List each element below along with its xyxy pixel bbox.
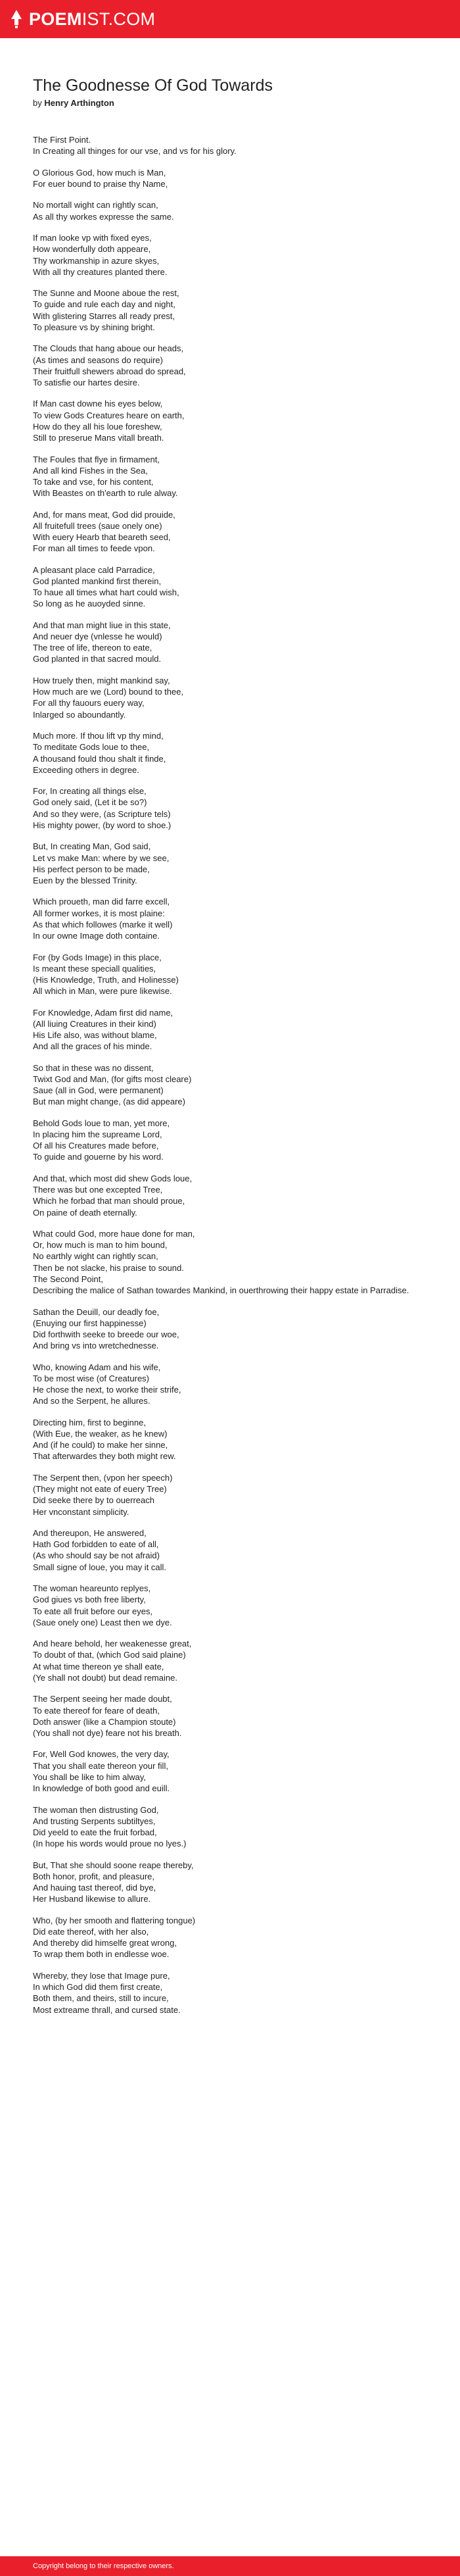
poem-stanza <box>33 675 434 720</box>
poem-line: Their fruitfull shewers abroad do spread, <box>33 366 186 376</box>
poem-content <box>33 76 434 2025</box>
poem-line: How truely then, might mankind say, <box>33 675 170 685</box>
poem-stanza <box>33 1860 434 1905</box>
poem-stanza <box>33 785 434 831</box>
poem-line: To wrap them both in endlesse woe. <box>33 1949 170 1960</box>
poem-line: Did forthwith seeke to breede our woe, <box>33 1329 179 1339</box>
poem-line: For, Well God knowes, the very day, <box>33 1749 170 1760</box>
poem-line: But, That she should soone reape thereby, <box>33 1860 194 1870</box>
quill-pen-icon <box>9 9 24 29</box>
poem-stanza <box>33 1970 434 2016</box>
poem-line: Twixt God and Man, (for gifts most cleare) <box>33 1074 192 1084</box>
poem-stanza <box>33 1118 434 1163</box>
logo-text <box>29 11 155 28</box>
poem-line: A thousand fould thou shalt it finde, <box>33 753 166 764</box>
poem-line: In placing him the supreame Lord, <box>33 1129 162 1140</box>
poem-line: On paine of death eternally. <box>33 1207 137 1218</box>
poem-stanza <box>33 1915 434 1960</box>
poem-line: Which proueth, man did farre excell, <box>33 897 170 907</box>
poem-stanza <box>33 1638 434 1683</box>
poem-line: And bring vs into wretchednesse. <box>33 1341 159 1351</box>
poem-line: What could God, more haue done for man, <box>33 1229 195 1239</box>
poem-line: As that which followes (marke it well) <box>33 919 173 929</box>
poem-body <box>33 134 434 2016</box>
poem-line: But man might change, (as did appeare) <box>33 1097 185 1107</box>
poem-stanza <box>33 620 434 665</box>
poem-line: All fruitefull trees (saue onely one) <box>33 520 162 531</box>
poem-line: The Serpent then, (vpon her speech) <box>33 1472 173 1483</box>
poem-line: Doth answer (like a Champion stoute) <box>33 1716 176 1727</box>
poem-line: (His Knowledge, Truth, and Holinesse) <box>33 974 179 985</box>
poem-line: To pleasure vs by shining bright. <box>33 322 155 332</box>
poem-line: Both them, and theirs, still to incure, <box>33 1993 169 2004</box>
poem-line: (As times and seasons do require) <box>33 355 163 365</box>
poem-line: The Foules that flye in firmament, <box>33 454 160 464</box>
poem-line: But, In creating Man, God said, <box>33 841 151 852</box>
poem-line: In our owne Image doth containe. <box>33 931 160 941</box>
poem-stanza <box>33 199 434 222</box>
poem-line: No mortall wight can rightly scan, <box>33 200 158 211</box>
poem-stanza <box>33 134 434 157</box>
poem-stanza <box>33 1228 434 1296</box>
poem-line: Sathan the Deuill, our deadly foe, <box>33 1306 160 1317</box>
site-logo[interactable] <box>9 9 155 29</box>
poem-line: God onely said, (Let it be so?) <box>33 797 147 808</box>
poem-stanza <box>33 896 434 941</box>
poem-line: For man all times to feede vpon. <box>33 543 155 554</box>
poem-line: A pleasant place cald Parradice, <box>33 564 155 575</box>
poem-line: To meditate Gods loue to thee, <box>33 742 150 753</box>
poem-line: To guide and rule each day and night, <box>33 299 175 310</box>
poem-line: For all thy fauours euery way, <box>33 698 145 708</box>
poem-stanza <box>33 398 434 443</box>
poem-line: How wonderfully doth appeare, <box>33 244 151 255</box>
poem-line: Her Husband likewise to allure. <box>33 1894 151 1904</box>
poem-line: The Second Point, <box>33 1274 103 1284</box>
poem-line: And so they were, (as Scripture tels) <box>33 808 171 819</box>
poem-line: (All liuing Creatures in their kind) <box>33 1018 156 1029</box>
poem-line: With Beastes on th'earth to rule alway. <box>33 488 178 499</box>
poem-line: Most extreame thrall, and cursed state. <box>33 2004 181 2015</box>
poem-line: The Sunne and Moone aboue the rest, <box>33 288 179 299</box>
poem-line: Or, how much is man to him bound, <box>33 1240 168 1251</box>
poem-line: And all kind Fishes in the Sea, <box>33 465 148 476</box>
logo-text-bold: POEM <box>29 9 82 29</box>
poem-line: To guide and gouerne by his word. <box>33 1152 164 1162</box>
poem-stanza <box>33 454 434 499</box>
poem-line: So long as he auoyded sinne. <box>33 599 146 609</box>
poem-line: The tree of life, thereon to eate, <box>33 643 152 653</box>
poem-line: O Glorious God, how much is Man, <box>33 167 166 178</box>
poem-stanza <box>33 509 434 555</box>
poem-line: And trusting Serpents subtiltyes, <box>33 1816 156 1826</box>
poem-line: (In hope his words would proue no lyes.) <box>33 1839 187 1849</box>
poem-line: To eate all fruit before our eyes, <box>33 1606 153 1616</box>
poem-line: Describing the malice of Sathan towardes Mankind, in ouerthrowing their happy estate in Parradise. <box>33 1285 409 1296</box>
poem-byline <box>33 97 434 109</box>
poem-line: (Ye shall not doubt) but dead remaine. <box>33 1672 177 1683</box>
poem-stanza <box>33 952 434 997</box>
poem-line: For (by Gods Image) in this place, <box>33 952 162 962</box>
poem-line: Saue (all in God, were permanent) <box>33 1085 164 1096</box>
poem-line: You shall be like to him alway, <box>33 1771 146 1782</box>
poem-line: So that in these was no dissent, <box>33 1062 154 1073</box>
site-header <box>0 0 460 38</box>
poem-line: How do they all his loue foreshew, <box>33 421 162 432</box>
poem-stanza <box>33 1583 434 1628</box>
poem-line: And thereupon, He answered, <box>33 1528 147 1539</box>
poem-line: In which God did them first create, <box>33 1982 163 1993</box>
poem-line: All which in Man, were pure likewise. <box>33 986 172 997</box>
poem-line: Who, knowing Adam and his wife, <box>33 1362 161 1372</box>
poem-line: God planted in that sacred mould. <box>33 654 162 664</box>
poem-line: Inlarged so aboundantly. <box>33 709 126 720</box>
logo-text-light: IST.COM <box>81 9 156 29</box>
poem-line: To satisfie our hartes desire. <box>33 377 140 387</box>
poem-line: And (if he could) to make her sinne, <box>33 1440 168 1450</box>
poem-line: Hath God forbidden to eate of all, <box>33 1539 159 1550</box>
poem-line: God giues vs both free liberty, <box>33 1595 146 1605</box>
poem-line: In knowledge of both good and euill. <box>33 1783 170 1794</box>
poem-line: Let vs make Man: where by we see, <box>33 853 170 863</box>
poem-stanza <box>33 1007 434 1053</box>
poem-line: Then be not slacke, his praise to sound. <box>33 1262 184 1273</box>
poem-line: For, In creating all things else, <box>33 786 147 797</box>
poem-title: The Goodnesse Of God Towards <box>33 76 273 95</box>
poem-line: And hauing tast thereof, did bye, <box>33 1883 156 1893</box>
poem-stanza <box>33 1748 434 1794</box>
poem-line: With glistering Starres all ready prest, <box>33 310 175 321</box>
poem-line: Did eate thereof, with her also, <box>33 1927 149 1937</box>
poem-line: How much are we (Lord) bound to thee, <box>33 687 184 697</box>
poem-line: The Serpent seeing her made doubt, <box>33 1694 172 1704</box>
poem-stanza <box>33 1173 434 1218</box>
poem-line: With euery Hearb that beareth seed, <box>33 532 171 543</box>
site-footer <box>0 2556 460 2576</box>
poem-line: No earthly wight can rightly scan, <box>33 1251 158 1262</box>
poem-line: (They might not eate of euery Tree) <box>33 1484 167 1495</box>
poem-stanza <box>33 1362 434 1407</box>
poem-line: If Man cast downe his eyes below, <box>33 399 163 409</box>
poem-line: To be most wise (of Creatures) <box>33 1373 150 1383</box>
poem-line: With all thy creatures planted there. <box>33 266 168 277</box>
poem-stanza <box>33 1693 434 1739</box>
poem-line: Directing him, first to beginne, <box>33 1417 146 1427</box>
poem-line: And so the Serpent, he allures. <box>33 1396 150 1406</box>
author-link[interactable]: Henry Arthington <box>44 98 114 108</box>
poem-line: There was but one excepted Tree, <box>33 1185 163 1195</box>
poem-stanza <box>33 287 434 333</box>
poem-stanza <box>33 167 434 189</box>
poem-line: The First Point. <box>33 135 91 145</box>
poem-line: In Creating all thinges for our vse, and vs for his glory. <box>33 146 237 157</box>
poem-line: As all thy workes expresse the same. <box>33 211 174 222</box>
poem-line: Behold Gods loue to man, yet more, <box>33 1118 170 1128</box>
poem-line: The woman heareunto replyes, <box>33 1583 151 1594</box>
poem-line: And neuer dye (vnlesse he would) <box>33 632 162 642</box>
poem-line: That afterwardes they both might rew. <box>33 1451 176 1462</box>
poem-line: Small signe of loue, you may it call. <box>33 1562 167 1572</box>
poem-stanza <box>33 730 434 776</box>
poem-line: At what time thereon ye shall eate, <box>33 1661 164 1672</box>
poem-line: To haue all times what hart could wish, <box>33 587 179 598</box>
poem-line: And that man might liue in this state, <box>33 620 171 630</box>
poem-line: Exceeding others in degree. <box>33 764 139 775</box>
poem-stanza <box>33 1527 434 1573</box>
poem-line: The Clouds that hang aboue our heads, <box>33 343 184 354</box>
poem-line: (You shall not dye) feare not his breath. <box>33 1727 182 1738</box>
poem-line: And thereby did himselfe great wrong, <box>33 1938 177 1948</box>
poem-line: (Enuying our first happinesse) <box>33 1318 147 1328</box>
poem-line: That you shall eate thereon your fill, <box>33 1760 168 1771</box>
poem-line: And that, which most did shew Gods loue, <box>33 1173 193 1183</box>
poem-line: Euen by the blessed Trinity. <box>33 875 137 885</box>
poem-line: And heare behold, her weakenesse great, <box>33 1639 192 1649</box>
poem-line: Thy workmanship in azure skyes, <box>33 255 160 266</box>
poem-line: If man looke vp with fixed eyes, <box>33 233 152 243</box>
poem-line: (As who should say be not afraid) <box>33 1550 160 1561</box>
poem-line: All former workes, it is most plaine: <box>33 908 165 918</box>
poem-stanza <box>33 232 434 278</box>
poem-line: Her vnconstant simplicity. <box>33 1506 129 1517</box>
poem-line: For Knowledge, Adam first did name, <box>33 1007 173 1018</box>
poem-line: Much more. If thou lift vp thy mind, <box>33 731 164 741</box>
poem-line: The woman then distrusting God, <box>33 1804 159 1815</box>
poem-line: Who, (by her smooth and flattering tongue) <box>33 1915 196 1925</box>
footer-copyright: Copyright belong to their respective owners. <box>33 2562 174 2570</box>
poem-line: His perfect person to be made, <box>33 864 150 874</box>
poem-line: Did yeeld to eate the fruit forbad, <box>33 1827 157 1837</box>
poem-line: His mighty power, (by word to shoe.) <box>33 820 172 830</box>
poem-line: Of all his Creatures made before, <box>33 1141 159 1151</box>
poem-stanza <box>33 343 434 388</box>
poem-line: Is meant these speciall qualities, <box>33 963 156 974</box>
poem-line: To doubt of that, (which God said plaine) <box>33 1650 186 1660</box>
poem-stanza <box>33 841 434 886</box>
poem-line: And, for mans meat, God did prouide, <box>33 509 175 520</box>
poem-stanza <box>33 1062 434 1108</box>
poem-line: To take and vse, for his content, <box>33 476 154 487</box>
poem-line: To eate thereof for feare of death, <box>33 1705 160 1716</box>
poem-line: Whereby, they lose that Image pure, <box>33 1970 170 1981</box>
poem-line: (With Eue, the weaker, as he knew) <box>33 1429 168 1439</box>
poem-line: He chose the next, to worke their strife, <box>33 1385 181 1395</box>
poem-line: To view Gods Creatures heare on earth, <box>33 410 185 420</box>
poem-line: His Life also, was without blame, <box>33 1030 157 1041</box>
poem-stanza <box>33 1417 434 1462</box>
poem-stanza <box>33 1804 434 1850</box>
poem-line: (Saue onely one) Least then we dye. <box>33 1617 172 1627</box>
byline-label: by <box>33 98 42 108</box>
poem-line: And all the graces of his minde. <box>33 1041 152 1052</box>
poem-stanza <box>33 1306 434 1352</box>
poem-stanza <box>33 1472 434 1518</box>
poem-line: Still to preserue Mans vitall breath. <box>33 433 164 443</box>
poem-line: God planted mankind first therein, <box>33 576 162 586</box>
poem-line: Which he forbad that man should proue, <box>33 1196 185 1206</box>
poem-line: For euer bound to praise thy Name, <box>33 178 168 189</box>
poem-line: Did seeke there by to ouerreach <box>33 1495 154 1506</box>
poem-stanza <box>33 564 434 610</box>
poem-line: Both honor, profit, and pleasure, <box>33 1871 155 1881</box>
